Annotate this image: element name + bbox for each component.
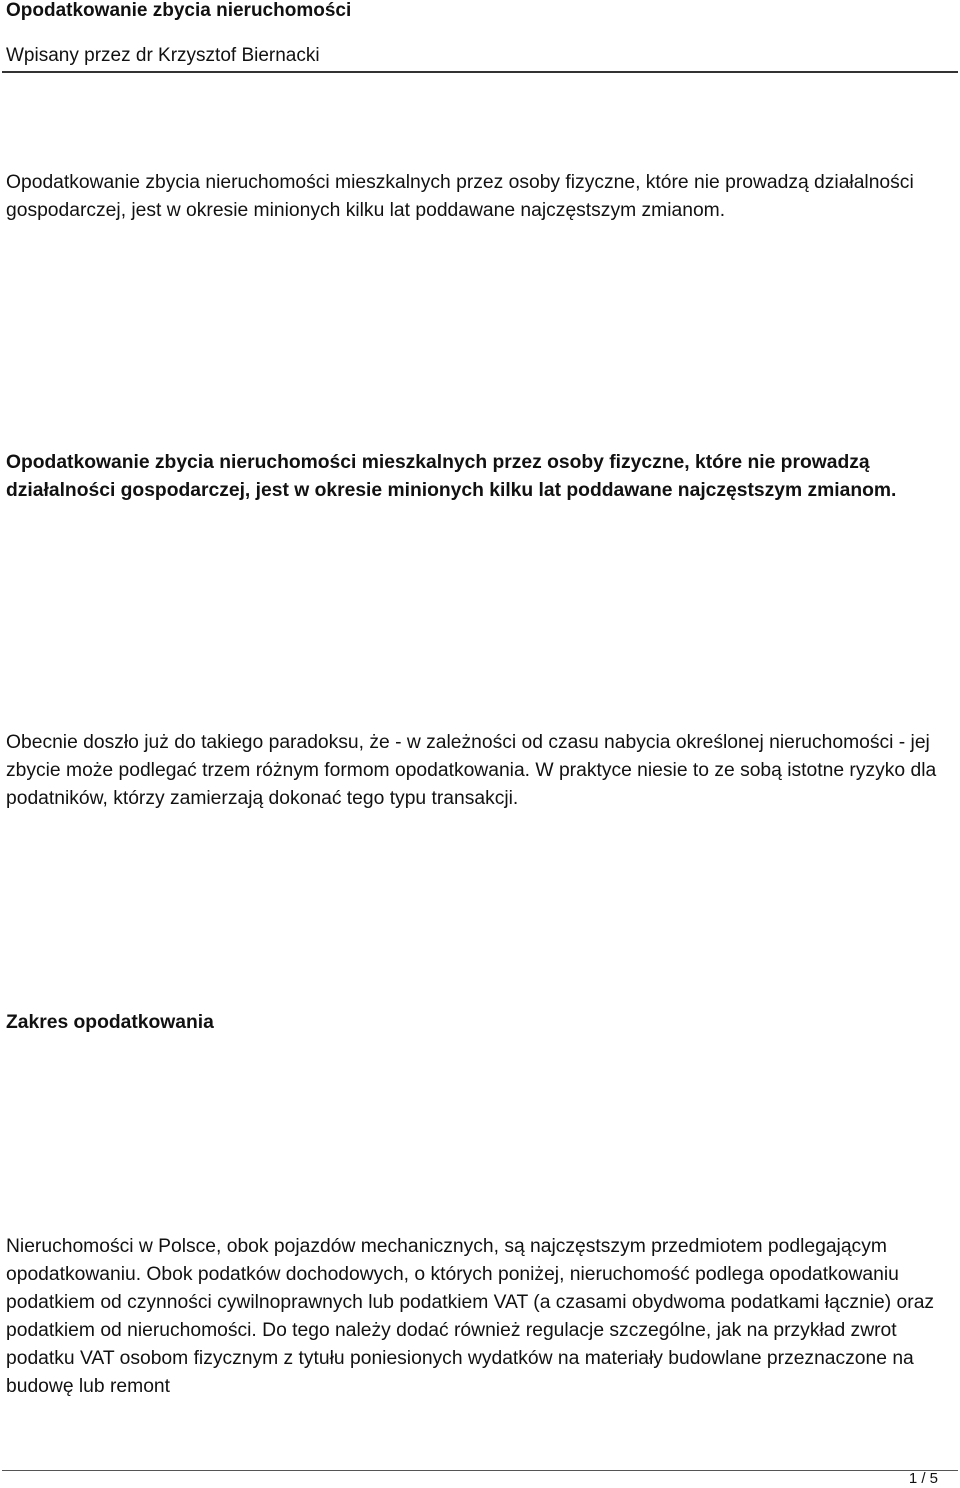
page-number: 1 / 5 bbox=[908, 1470, 938, 1487]
document-title: Opodatkowanie zbycia nieruchomości bbox=[6, 0, 352, 21]
footer-divider bbox=[2, 1470, 958, 1471]
header-divider bbox=[2, 71, 958, 73]
scope-paragraph: Nieruchomości w Polsce, obok pojazdów mechanicznych, są najczęstszym przedmiotem podlegającym opodatkowaniu. Obok podatków dochodowych, o których poniżej, nieruchomość podlega opodatkowaniu podatkiem od czynności cywilnoprawnych lub podatkiem VAT (a czasami obydwoma podatkami łącznie) oraz podatkiem od nieruchomości. Do tego należy dodać również regulacje szczególne, jak na przykład zwrot podatku VAT osobom fizycznym z tytułu poniesionych wydatków na materiały budowlane przeznaczone na budowę lub remont bbox=[6, 1236, 935, 1397]
paradox-paragraph: Obecnie doszło już do takiego paradoksu, że - w zależności od czasu nabycia określonej nieruchomości - jej zbycie może podlegać trzem różnym formom opodatkowania. W praktyce niesie to ze sobą istotne ryzyko dla podatników, którzy zamierzają dokonać tego typu transakcji. bbox=[6, 732, 937, 809]
lead-bold-paragraph: Opodatkowanie zbycia nieruchomości mieszkalnych przez osoby fizyczne, które nie prowadzą działalności gospodarczej, jest w okresie minionych kilku lat poddawane najczęstszym zmianom. bbox=[6, 452, 897, 501]
intro-paragraph: Opodatkowanie zbycia nieruchomości mieszkalnych przez osoby fizyczne, które nie prowadzą działalności gospodarczej, jest w okresie minionych kilku lat poddawane najczęstszym zmianom. bbox=[6, 172, 914, 221]
section-heading: Zakres opodatkowania bbox=[6, 1012, 214, 1033]
author-line: Wpisany przez dr Krzysztof Biernacki bbox=[6, 45, 320, 66]
